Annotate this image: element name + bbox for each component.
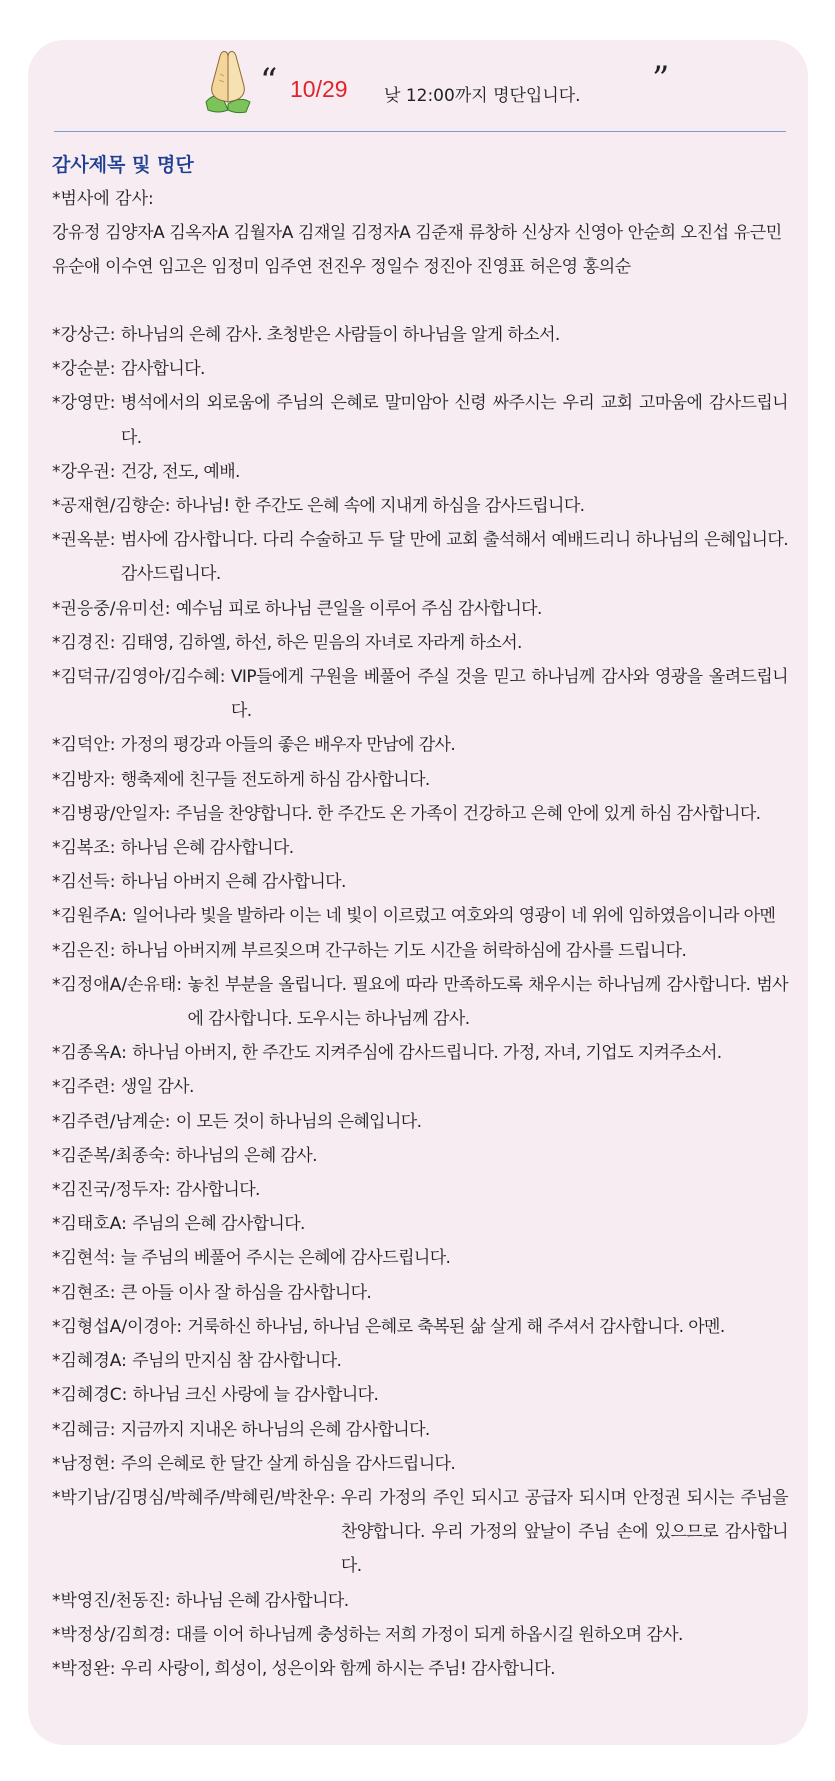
list-item [52,1036,788,1070]
entry-text: 큰 아들 이사 잘 하심을 감사합니다. [120,1282,372,1303]
list-item [52,1139,788,1173]
range-names-line-1: 강유정 김양자A 김옥자A 김월자A 김재일 김정자A 김준재 류창하 신상자 신영아 안순희 오진섭 유근민 [52,223,782,243]
entry-text: 늘 주님의 베풀어 주시는 은혜에 감사드립니다. [120,1248,451,1269]
range-label: *범사에 감사: [52,189,154,209]
entry-name: *강순분: [52,359,121,380]
spacer [52,284,788,318]
list-item [52,1652,788,1686]
entry-name: *김원주A: [52,906,133,927]
entry-name: *김정애A/손유태: [52,974,188,995]
entry-text: 놓친 부분을 올립니다. 필요에 따라 만족하도록 채우시는 하나님께 감사합니다. 범사에 감사합니다. 도우시는 하나님께 감사. [187,974,788,1030]
entry-text: 예수님 피로 하나님 큰일을 이루어 주심 감사합니다. [175,598,542,619]
list-item [52,1344,788,1378]
list-item [52,934,788,968]
entry-name: *김진국/정두자: [52,1180,176,1201]
range-names-line-2: 유순애 이수연 임고은 임정미 임주연 전진우 정일수 정진아 진영표 허은영 홍의순 [52,257,631,277]
entry-name: *김혜경C: [52,1385,133,1406]
list-item [52,592,788,626]
prayer-list-card [28,40,808,1745]
entry-text: 우리 사랑이, 희성이, 성은이와 함께 하시는 주님! 감사합니다. [120,1658,555,1679]
entry-name: *김현석: [52,1248,121,1269]
entry-name: *남정현: [52,1453,121,1474]
list-item [52,1276,788,1310]
entry-name: *김선득: [52,872,121,893]
entry-name: *김혜경A: [52,1351,133,1372]
deadline-text: 낮 12:00까지 명단입니다. [384,86,581,106]
entry-text: 하나님 아버지께 부르짖으며 간구하는 기도 시간을 허락하심에 감사를 드립니다. [120,940,687,961]
entry-name: *김형섭A/이경아: [52,1316,188,1337]
divider [54,131,786,132]
entry-text: 거룩하신 하나님, 하나님 은혜로 축복된 삶 살게 해 주셔서 감사합니다. 아멘. [187,1316,725,1337]
entry-text: 주님을 찬양합니다. 한 주간도 온 가족이 건강하고 은혜 안에 있게 하심 감사합니다. [175,803,761,824]
list-item [52,1584,788,1618]
entry-text: 생일 감사. [120,1077,194,1098]
entry-list [52,318,788,1686]
entry-name: *김종옥A: [52,1043,133,1064]
list-item [52,1105,788,1139]
entry-text: 김태영, 김하엘, 하선, 하은 믿음의 자녀로 자라게 하소서. [120,632,522,653]
list-item [52,728,788,762]
content [52,150,788,1686]
entry-text: 하나님 은혜 감사합니다. [120,838,294,859]
list-item [52,386,788,454]
entry-name: *김경진: [52,632,121,653]
list-item [52,831,788,865]
entry-name: *박영진/천동진: [52,1590,176,1611]
entry-text: 주님의 만지심 참 감사합니다. [132,1351,342,1372]
list-item [52,523,788,591]
close-quote-mark: ” [652,59,670,99]
entry-text: 행축제에 친구들 전도하게 하심 감사합니다. [120,769,430,790]
entry-name: *김주련/남계순: [52,1111,176,1132]
header [28,40,808,132]
entry-text: 병석에서의 외로움에 주님의 은혜로 말미암아 신령 싸주시는 우리 교회 고마움에 감사드립니다. [120,393,788,448]
entry-name: *권응중/유미선: [52,598,176,619]
entry-text: 감사합니다. [175,1180,260,1201]
list-item [52,660,788,728]
entry-name: *김방자: [52,769,121,790]
list-item [52,1173,788,1207]
deadline-date: 10/29 [290,76,348,102]
entry-name: *박정상/김희경: [52,1624,176,1645]
list-item [52,455,788,489]
entry-text: 하나님의 은혜 감사. 초청받은 사람들이 하나님을 알게 하소서. [120,325,560,345]
entry-text: 이 모든 것이 하나님의 은혜입니다. [175,1111,422,1132]
entry-name: *김복조: [52,838,121,859]
entry-text: 하나님 크신 사랑에 늘 감사합니다. [132,1385,379,1406]
entry-text: 하나님! 한 주간도 은혜 속에 지내게 하심을 감사드립니다. [175,496,585,517]
entry-text: 주의 은혜로 한 달간 살게 하심을 감사드립니다. [120,1453,456,1474]
list-item [52,797,788,831]
list-item [52,1447,788,1481]
section-title: 감사제목 및 명단 [52,154,194,176]
list-item [52,1413,788,1447]
list-item [52,865,788,899]
list-item [52,1378,788,1412]
entry-name: *김현조: [52,1282,121,1303]
entry-text: 주님의 은혜 감사합니다. [132,1214,305,1235]
entry-name: *김은진: [52,940,121,961]
entry-text: 건강, 전도, 예배. [120,461,240,482]
entry-text: 범사에 감사합니다. 다리 수술하고 두 달 만에 교회 출석해서 예배드리니 하나님의 은혜입니다. 감사드립니다. [120,530,788,585]
list-item [52,899,788,933]
entry-name: *김병광/안일자: [52,803,176,824]
list-item [52,1207,788,1241]
entry-name: *강영만: [52,393,121,414]
entry-text: 우리 가정의 주인 되시고 공급자 되시며 안정권 되시는 주님을 찬양합니다. 우리 가정의 앞날이 주님 손에 있으므로 감사합니다. [340,1487,788,1577]
entry-text: 하나님 은혜 감사합니다. [175,1590,349,1611]
entry-text: 하나님 아버지, 한 주간도 지켜주심에 감사드립니다. 가정, 자녀, 기업도 지켜주소서. [132,1043,722,1064]
list-item [52,763,788,797]
list-item [52,1310,788,1344]
praying-hands-icon [198,44,258,116]
entry-name: *김덕규/김영아/김수혜: [52,667,231,688]
entry-name: *김혜금: [52,1419,121,1440]
entry-name: *강상근: [52,325,121,345]
entry-text: 하나님 아버지 은혜 감사합니다. [120,872,346,893]
entry-name: *김준복/최종숙: [52,1145,176,1166]
list-item [52,352,788,386]
entry-name: *공재현/김향순: [52,496,176,517]
entry-name: *김태호A: [52,1214,133,1235]
list-item [52,318,788,352]
open-quote-mark: “ [260,61,278,101]
entry-text: 가정의 평강과 아들의 좋은 배우자 만남에 감사. [120,735,456,756]
entry-name: *강우권: [52,461,121,482]
list-item [52,968,788,1036]
entry-name: *권옥분: [52,530,121,551]
entry-name: *박정완: [52,1658,121,1679]
list-item [52,1481,788,1584]
entry-name: *박기남/김명심/박혜주/박혜린/박찬우: [52,1487,341,1508]
list-item [52,1618,788,1652]
entry-text: 지금까지 지내온 하나님의 은혜 감사합니다. [120,1419,430,1440]
entry-text: 하나님의 은혜 감사. [175,1145,317,1166]
entry-text: 대를 이어 하나님께 충성하는 저희 가정이 되게 하옵시길 원하오며 감사. [175,1624,683,1645]
list-item [52,1070,788,1104]
entry-text: 일어나라 빛을 발하라 이는 네 빛이 이르렀고 여호와의 영광이 네 위에 임하였음이니라 아멘 [132,906,776,927]
list-item [52,1241,788,1275]
entry-text: VIP들에게 구원을 베풀어 주실 것을 믿고 하나님께 감사와 영광을 올려드립니다. [230,667,788,722]
entry-name: *김주련: [52,1077,121,1098]
list-item [52,489,788,523]
entry-name: *김덕안: [52,735,121,756]
list-item [52,626,788,660]
entry-text: 감사합니다. [120,359,205,380]
